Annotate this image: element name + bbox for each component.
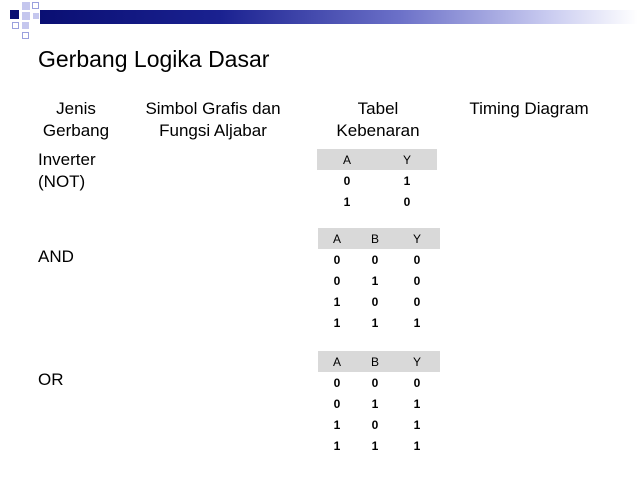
table-cell: 1	[333, 315, 341, 330]
table-cell: 1	[343, 194, 351, 209]
header-cell-b: B	[370, 231, 379, 246]
header-cell-y: Y	[402, 152, 411, 167]
table-cell: 1	[413, 396, 421, 411]
table-cell: 1	[371, 438, 379, 453]
table-row	[318, 414, 440, 435]
table-cell: 1	[371, 396, 379, 411]
table-cell: 0	[333, 252, 341, 267]
truth-table-and	[318, 228, 440, 333]
decorative-square	[22, 22, 29, 29]
table-cell: 0	[333, 396, 341, 411]
gate-label-line: (NOT)	[38, 172, 86, 191]
decorative-square	[22, 12, 30, 20]
slide-title: Gerbang Logika Dasar	[38, 46, 270, 72]
column-header-line: Fungsi Aljabar	[159, 121, 267, 140]
table-row	[318, 249, 440, 270]
table-cell: 0	[333, 375, 341, 390]
header-cell-a: A	[332, 354, 341, 369]
column-header-line: Gerbang	[42, 121, 110, 140]
table-cell: 1	[403, 173, 411, 188]
table-cell: 0	[371, 294, 379, 309]
column-header-truth-table	[330, 98, 426, 142]
gate-label-and: AND	[38, 247, 74, 266]
table-row	[318, 291, 440, 312]
table-cell: 0	[403, 194, 411, 209]
decorative-square	[22, 32, 29, 39]
table-cell: 1	[413, 438, 421, 453]
table-cell: 1	[333, 417, 341, 432]
column-header-line: Jenis	[56, 99, 96, 118]
truth-table-not	[317, 149, 437, 212]
header-cell-b: B	[370, 354, 379, 369]
table-row	[318, 393, 440, 414]
column-header-symbol	[138, 98, 288, 142]
table-cell: 0	[371, 375, 379, 390]
table-cell: 0	[371, 417, 379, 432]
table-cell: 1	[333, 294, 341, 309]
truth-table-header	[318, 351, 440, 372]
table-row	[318, 435, 440, 456]
header-gradient-bar	[40, 10, 638, 24]
table-cell: 0	[371, 252, 379, 267]
table-cell: 1	[371, 315, 379, 330]
table-cell: 1	[371, 273, 379, 288]
gate-label-not	[38, 149, 96, 193]
table-cell: 0	[413, 375, 421, 390]
table-cell: 1	[413, 417, 421, 432]
column-header-line: Simbol Grafis dan	[145, 99, 281, 118]
table-row	[318, 270, 440, 291]
header-cell-a: A	[342, 152, 351, 167]
table-cell: 0	[413, 252, 421, 267]
truth-table-or	[318, 351, 440, 456]
decorative-square	[12, 22, 19, 29]
truth-table-header	[317, 149, 437, 170]
table-cell: 0	[413, 273, 421, 288]
table-cell: 1	[333, 438, 341, 453]
truth-table-header	[318, 228, 440, 249]
header-cell-a: A	[332, 231, 341, 246]
decorative-square	[22, 2, 30, 10]
table-cell: 0	[343, 173, 351, 188]
column-header-gate-type	[38, 98, 114, 142]
column-header-line: Kebenaran	[336, 121, 420, 140]
header-cell-y: Y	[412, 231, 421, 246]
decorative-square	[33, 13, 39, 19]
column-header-line: Timing Diagram	[469, 99, 589, 118]
table-row	[317, 170, 437, 191]
table-row	[317, 191, 437, 212]
table-cell: 0	[413, 294, 421, 309]
gate-label-or: OR	[38, 370, 64, 389]
column-header-line: Tabel	[357, 99, 399, 118]
column-header-timing	[462, 98, 596, 120]
table-row	[318, 312, 440, 333]
table-row	[318, 372, 440, 393]
table-cell: 0	[333, 273, 341, 288]
header-cell-y: Y	[412, 354, 421, 369]
decorative-square	[10, 10, 19, 19]
gate-label-line: Inverter	[38, 150, 96, 169]
decorative-square	[32, 2, 39, 9]
table-cell: 1	[413, 315, 421, 330]
